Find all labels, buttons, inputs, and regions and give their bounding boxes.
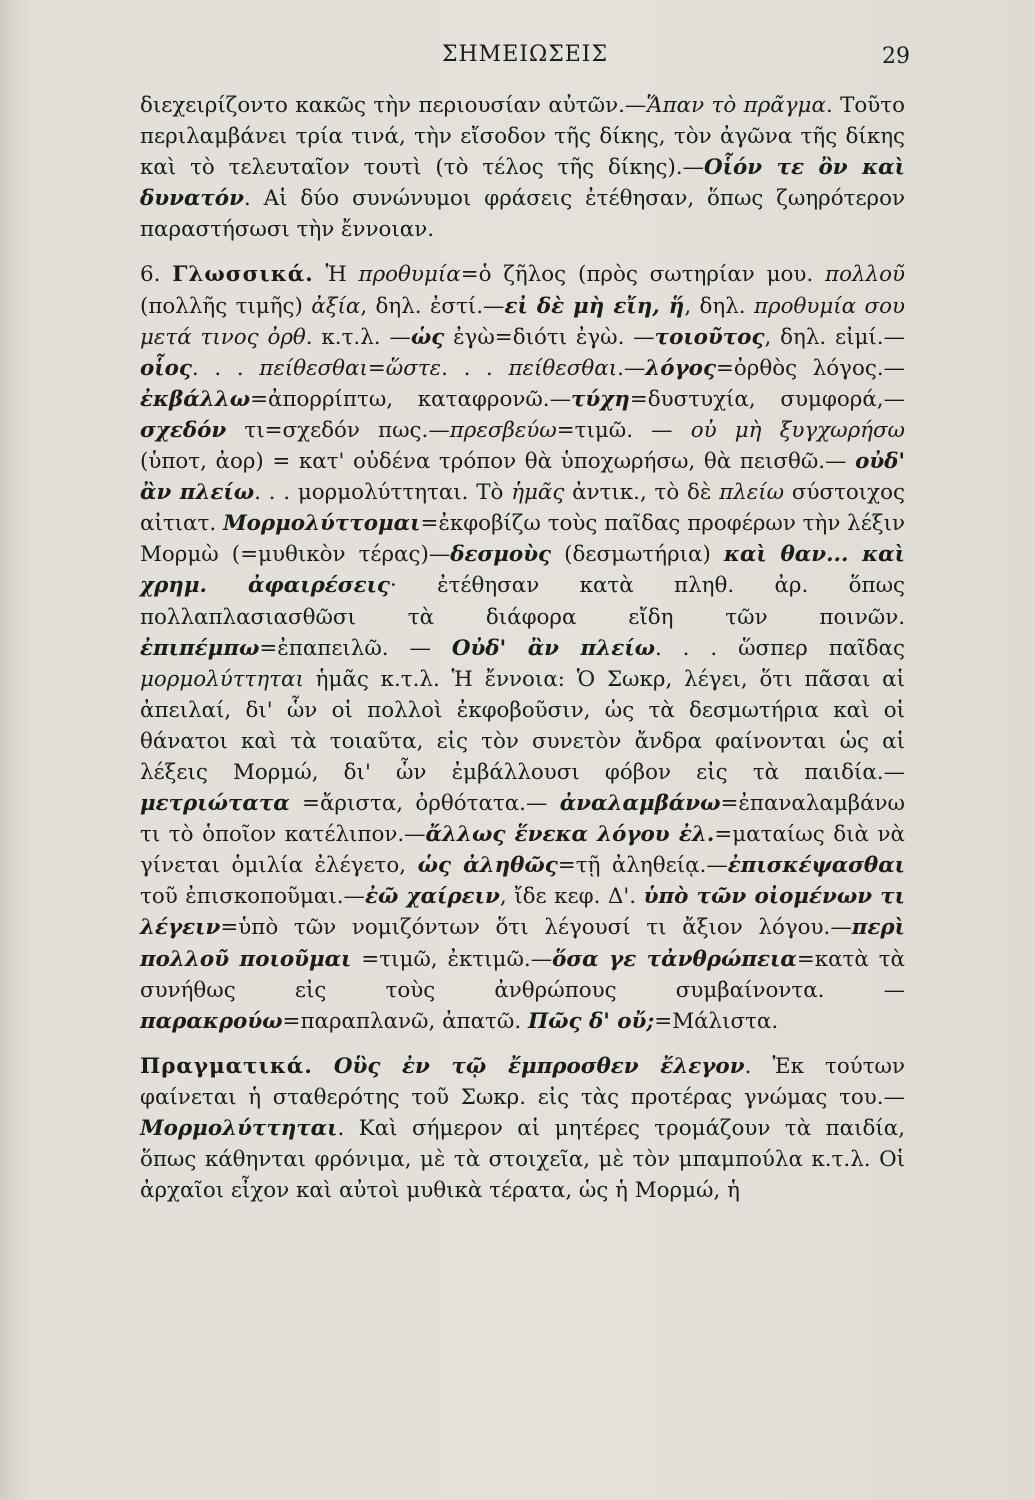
text-run: . Ἐκ τούτων φαίνεται ἡ σταθερότης τοῦ Σωκρ. εἰς τὰς προτέρας γνώμας του.— <box>140 1053 905 1110</box>
lemma-term: πλείω <box>719 480 785 506</box>
text-run: Ἡ <box>313 262 359 288</box>
lemma-term: μορμολύττηται <box>140 666 304 692</box>
lemma-term: ἀξία <box>311 293 361 319</box>
text-run: =Μάλιστα. <box>654 1008 779 1034</box>
text-run: =τιμῶ. — <box>556 417 691 443</box>
lemma-term: λόγος <box>645 355 716 381</box>
text-run <box>313 1054 334 1079</box>
text-run: =παραπλανῶ, ἀπατῶ. <box>282 1008 528 1034</box>
text-run: =ὁ ζῆλος (πρὸς σωτηρίαν μου. <box>460 262 826 288</box>
lemma-term: πολλοῦ <box>825 262 905 288</box>
lemma-term: ἄλλως ἕνεκα λόγου ἐλ. <box>425 822 715 848</box>
lemma-term: ἐῶ χαίρειν <box>364 884 500 910</box>
lemma-term: Οὐδ' ἂν πλείω <box>451 635 655 661</box>
text-run: =ἐπαπειλῶ. — <box>259 635 452 661</box>
lemma-term: ἀναλαμβάνω <box>559 791 721 817</box>
text-run: , δηλ. ἐστί.— <box>360 293 505 319</box>
lemma-term: Οἷόν τε ὂν καὶ δυνατόν <box>140 155 905 212</box>
text-run: . . . μορμολύττηται. Τὸ <box>254 480 512 506</box>
text-run: . Τοῦτο περιλαμβάνει τρία τινά, τὴν εἴσοδον τῆς δίκης, τὸν ἀγῶνα τῆς δίκης καὶ τὸ τελευταῖον τουτὶ (τὸ τέλος τῆς δίκης).— <box>140 93 905 181</box>
lemma-term: πρεσβεύω <box>449 417 557 443</box>
lemma-term: πείθεσθαι <box>259 355 368 381</box>
text-run: · ἐτέθησαν κατὰ πληθ. ἀρ. ὅπως πολλαπλασιασθῶσι τὰ διάφορα εἴδη τῶν ποινῶν. <box>140 573 905 630</box>
text-run: =ἄριστα, ὀρθότατα.— <box>289 791 560 817</box>
lemma-term: τύχη <box>570 386 630 412</box>
lemma-term: τοιοῦτος <box>654 324 765 350</box>
running-title: ΣΗΜΕΙΩΣΕΙΣ <box>441 42 609 67</box>
lemma-term: Μορμολύττηται <box>140 1116 338 1141</box>
lemma-term: ὅσα γε τἀνθρώπεια <box>552 946 797 972</box>
text-run: , δηλ. εἰμί.— <box>764 324 905 350</box>
lemma-term: ὡς ἀληθῶς <box>417 853 558 879</box>
section-heading: Πραγματικά. <box>140 1053 313 1079</box>
text-run: κ.τ.λ. — <box>312 324 411 350</box>
paragraph <box>140 90 905 245</box>
lemma-term: πείθεσθαι <box>508 355 618 381</box>
text-run: . . . <box>441 355 509 381</box>
body-text <box>140 90 905 1206</box>
lemma-term: οὐ μὴ ξυγχωρήσω <box>690 417 906 443</box>
lemma-term: Ἅπαν τὸ πρᾶγμα <box>646 93 826 118</box>
text-run: τι=σχεδόν πως.— <box>226 417 450 443</box>
text-run: =ὀρθὸς λόγος.— <box>715 355 906 381</box>
text-run: =τιμῶ, ἐκτιμῶ.— <box>351 946 553 972</box>
section-heading: Γλωσσικά. <box>172 262 314 288</box>
paragraph <box>140 1051 905 1206</box>
text-run: = <box>367 355 386 381</box>
text-run: ἡμᾶς κ.τ.λ. Ἡ ἔννοια: Ὁ Σωκρ, λέγει, ὅτι πᾶσαι αἱ ἀπειλαί, δι' ὧν οἱ πολλοὶ ἐκφοβοῦσιν, ὡς τὰ δεσμωτήρια καὶ οἱ θάνατοι καὶ τὰ τοιαῦτα, εἰς τὸν συνετὸν ἄνδρα φαίνονται ὡς αἱ λέξεις Μορμώ, δι' ὧν ἐμβάλλουσι φόβον εἰς τὰ παιδία.— <box>140 666 905 785</box>
text-run: . Καὶ σήμερον αἱ μητέρες τρομάζουν τὰ παιδία, ὅπως κάθηνται φρόνιμα, μὲ τὰ στοιχεῖα, μὲ τὸν μπαμπούλα κ.τ.λ. Οἱ ἀρχαῖοι εἶχον καὶ αὐτοὶ μυθικὰ τέρατα, ὡς ἡ Μορμώ, ἡ <box>140 1116 905 1204</box>
text-run: ἀντικ., τὸ δὲ <box>564 480 720 506</box>
text-run: 6. <box>140 262 173 288</box>
lemma-term: σχεδόν <box>140 417 227 443</box>
lemma-term: εἰ δὲ μὴ εἴη, ἥ <box>504 293 685 319</box>
lemma-term: δεσμοὺς <box>450 542 552 568</box>
lemma-term: περὶ πολλοῦ ποιοῦμαι <box>140 915 905 972</box>
page-number: 29 <box>882 44 910 69</box>
lemma-term: παρακρούω <box>140 1008 283 1034</box>
paragraph <box>140 259 905 1036</box>
lemma-term: ὑπὸ τῶν οἰομένων τι λέγειν <box>140 884 906 941</box>
lemma-term: ὡς <box>410 324 445 350</box>
lemma-term: ἐπιπέμπω <box>140 635 260 661</box>
lemma-term: προθυμία <box>358 262 461 288</box>
text-run: . Αἱ δύο συνώνυμοι φράσεις ἐτέθησαν, ὅπως ζωηρότερον παραστήσωσι τὴν ἔννοιαν. <box>140 186 905 243</box>
text-run: . . . <box>191 355 260 381</box>
lemma-term: μετριώτατα <box>140 791 290 817</box>
lemma-term: ἡμᾶς <box>511 480 565 506</box>
page-header <box>140 42 910 82</box>
text-run: =ἀπορρίπτω, καταφρονῶ.— <box>250 386 571 412</box>
lemma-term: ἐκβάλλω <box>140 386 251 412</box>
text-run: (ὑποτ, ἀορ) = κατ' οὐδένα τρόπον θὰ ὑποχωρήσω, θὰ πεισθῶ.— <box>140 449 856 475</box>
lemma-term: καὶ θαν... καὶ χρημ. ἀφαιρέσεις <box>140 542 905 599</box>
lemma-term: οἷος <box>140 355 192 381</box>
text-run: =δυστυχία, συμφορά,— <box>629 386 905 412</box>
lemma-term: οὐδ' ἂν πλείω <box>140 449 905 506</box>
text-run: , δηλ. <box>684 293 754 319</box>
text-run: =ἐκφοβίζω τοὺς παῖδας προφέρων τὴν λέξιν Μορμὼ (=μυθικὸν τέρας)— <box>140 511 905 568</box>
text-run: =ἐπαναλαμβάνω τι τὸ ὁποῖον κατέλιπον.— <box>140 791 905 848</box>
lemma-term: Οὓς ἐν τῷ ἔμπροσθεν ἔλεγον <box>333 1053 745 1079</box>
text-run: τοῦ ἐπισκοποῦμαι.— <box>140 884 365 910</box>
text-run: =ματαίως διὰ νὰ γίνεται ὁμιλία ἐλέγετο, <box>140 822 905 879</box>
text-run: =κατὰ τὰ συνήθως εἰς τοὺς ἀνθρώπους συμβαίνοντα. — <box>140 946 905 1003</box>
lemma-term: ἐπισκέψασθαι <box>727 853 906 879</box>
text-run: . . . ὥσπερ παῖδας <box>654 635 905 661</box>
text-run: =ὑπὸ τῶν νομιζόντων ὅτι λέγουσί τι ἄξιον λόγου.— <box>220 915 852 941</box>
text-run: ἐγὼ=διότι ἐγὼ. — <box>444 324 655 350</box>
text-run: , ἴδε κεφ. Δ'. <box>499 884 644 910</box>
lemma-term: ὥστε <box>385 355 442 381</box>
text-run: διεχειρίζοντο κακῶς τὴν περιουσίαν αὐτῶν.— <box>140 93 647 118</box>
text-run: σύστοιχος αἰτιατ. <box>140 480 905 537</box>
text-run: (δεσμωτήρια) <box>551 542 724 568</box>
text-run: .— <box>617 355 646 381</box>
lemma-term: Πῶς δ' οὔ; <box>527 1008 655 1034</box>
text-run: (πολλῆς τιμῆς) <box>140 293 312 319</box>
text-run: =τῇ ἀληθείᾳ.— <box>557 853 728 879</box>
lemma-term: Μορμολύττομαι <box>222 511 421 537</box>
lemma-term: προθυμία σου μετά τινος ὀρθ. <box>140 293 905 350</box>
